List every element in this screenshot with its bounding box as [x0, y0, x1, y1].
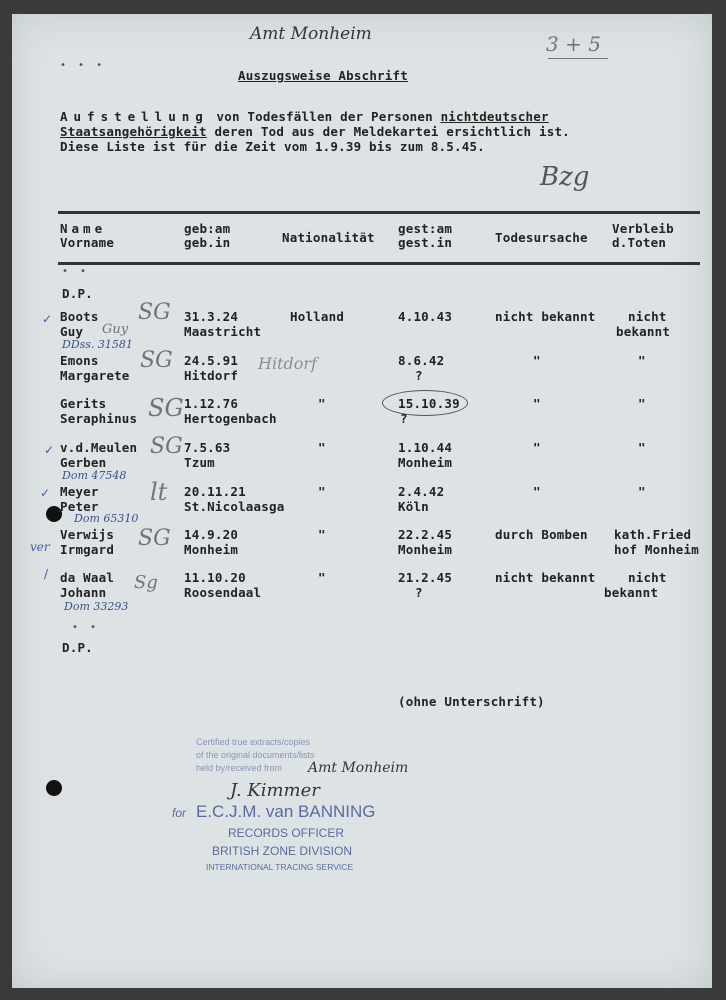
row-sg-mark: lt [150, 478, 168, 506]
row-cause: durch Bomben [495, 527, 588, 542]
col-remains-header-2: d.Toten [612, 235, 667, 250]
document-page [12, 14, 712, 988]
punch-hole [46, 780, 62, 796]
row-hand-note: Guy [102, 322, 129, 337]
checkmark-icon: ✓ [44, 443, 55, 457]
row-death-date: 21.2.45 [398, 570, 453, 585]
row-surname: Emons [60, 353, 99, 368]
row-birth-place: Monheim [184, 542, 239, 557]
row-dots: • • [72, 622, 100, 633]
col-name-header: Name [60, 221, 107, 236]
row-firstname: Seraphinus [60, 411, 138, 426]
no-signature-note: (ohne Unterschrift) [398, 694, 545, 709]
row-birth-date: 24.5.91 [184, 353, 239, 368]
row-death-date: 4.10.43 [398, 309, 453, 324]
row-firstname: Margarete [60, 368, 130, 383]
row-firstname: Irmgard [60, 542, 115, 557]
row-cause: " [533, 396, 541, 411]
row-cause: " [533, 484, 541, 499]
intro-underlined-1: nichtdeutscher [440, 109, 549, 124]
row-cause: " [533, 353, 541, 368]
intro-underlined-2: Staatsangehörigkeit [60, 124, 207, 139]
dp-label-top: D.P. [62, 286, 93, 301]
row-reference: Dom 65310 [74, 512, 139, 525]
col-firstname-header: Vorname [60, 235, 115, 250]
row-remains-1: nicht [628, 570, 667, 585]
row-cause: " [533, 440, 541, 455]
row-birth-place: Hitdorf [184, 368, 239, 383]
row-cause: nicht bekannt [495, 570, 596, 585]
row-remains-2: bekannt [604, 585, 659, 600]
row-death-place: Köln [398, 499, 429, 514]
col-died-date-header: gest:am [398, 221, 453, 236]
row-nationality: " [318, 484, 326, 499]
row-surname: Gerits [60, 396, 107, 411]
table-header-rule [58, 262, 700, 265]
row-reference: DDss. 31581 [62, 338, 133, 351]
stamp-role: RECORDS OFFICER [228, 826, 345, 840]
page-number-underline [548, 58, 608, 59]
stamp-officer-name: E.C.J.M. van BANNING [196, 802, 376, 821]
row-sg-mark: SG [138, 300, 171, 325]
row-firstname: Johann [60, 585, 107, 600]
row-remains-2: hof Monheim [614, 542, 699, 557]
stamp-from-handwritten: Amt Monheim [308, 760, 409, 776]
row-surname: Verwijs [60, 527, 115, 542]
page-number-pencil: 3 + 5 [546, 32, 601, 56]
row-surname: da Waal [60, 570, 115, 585]
row-nationality: " [318, 440, 326, 455]
row-sg-mark: SG [140, 348, 173, 373]
row-death-place: ? [400, 411, 408, 426]
row-death-date: 22.2.45 [398, 527, 453, 542]
row-reference: Dom 47548 [62, 469, 127, 482]
row-cause: nicht bekannt [495, 309, 596, 324]
row-remains-1: " [638, 396, 646, 411]
intro-line-2 [60, 125, 570, 139]
checkmark-icon: ✓ [42, 312, 53, 326]
document-title: Auszugsweise Abschrift [238, 68, 408, 83]
intro-line-3: Diese Liste ist für die Zeit vom 1.9.39 bis zum 8.5.45. [60, 139, 485, 154]
row-surname: Meyer [60, 484, 99, 499]
row-firstname: Peter [60, 499, 99, 514]
col-born-place-header: geb.in [184, 235, 231, 250]
checkmark-icon: ✓ [40, 486, 51, 500]
row-firstname: Guy [60, 324, 84, 339]
row-death-date: 8.6.42 [398, 353, 445, 368]
row-birth-place: St.Nicolaasga [184, 499, 285, 514]
row-dots: • • [62, 266, 90, 277]
office-handwritten: Amt Monheim [250, 24, 372, 44]
row-surname: Boots [60, 309, 99, 324]
stamp-for: for [172, 806, 187, 820]
stamp-division: BRITISH ZONE DIVISION [212, 844, 353, 858]
checkmark-icon: / [44, 567, 49, 581]
row-margin-mark: ver [30, 540, 50, 554]
row-birth-place: Roosendaal [184, 585, 262, 600]
row-birth-date: 1.12.76 [184, 396, 239, 411]
row-death-place: Monheim [398, 455, 453, 470]
row-remains-1: " [638, 353, 646, 368]
row-birth-date: 31.3.24 [184, 309, 239, 324]
row-remains-1: kath.Fried [614, 527, 692, 542]
row-death-date: 1.10.44 [398, 440, 453, 455]
row-remains-1: " [638, 484, 646, 499]
row-sg-mark: SG [138, 526, 171, 551]
row-nationality: " [318, 396, 326, 411]
col-nationality-header: Nationalität [282, 230, 375, 245]
stamp-line-1: Certified true extracts/copies [196, 737, 311, 747]
row-death-date: 15.10.39 [398, 396, 460, 411]
row-surname: v.d.Meulen [60, 440, 138, 455]
row-birth-date: 20.11.21 [184, 484, 246, 499]
col-born-date-header: geb:am [184, 221, 231, 236]
row-birth-place: Hertogenbach [184, 411, 277, 426]
intro-text-2: deren Tod aus der Meldekartei ersichtlich ist. [206, 124, 570, 139]
row-nationality: Holland [290, 309, 345, 324]
row-remains-2: bekannt [616, 324, 671, 339]
stamp-line-3: held by/received from [196, 763, 283, 773]
row-remains-1: " [638, 440, 646, 455]
row-birth-date: 14.9.20 [184, 527, 239, 542]
row-death-place: ? [415, 585, 423, 600]
row-firstname: Gerben [60, 455, 107, 470]
row-birth-place: Tzum [184, 455, 215, 470]
row-sg-mark: SG [148, 394, 184, 422]
row-nationality: " [318, 570, 326, 585]
row-birth-date: 11.10.20 [184, 570, 246, 585]
row-sg-mark: SG [150, 434, 183, 459]
stamp-signature: J. Kimmer [230, 780, 320, 801]
stamp-line-2: of the original documents/lists [196, 750, 315, 760]
row-birth-date: 7.5.63 [184, 440, 231, 455]
col-died-place-header: gest.in [398, 235, 453, 250]
col-remains-header-1: Verbleib [612, 221, 674, 236]
row-death-place: ? [415, 368, 423, 383]
col-cause-header: Todesursache [495, 230, 588, 245]
intro-text-1: von Todesfällen der Personen [208, 109, 441, 124]
initials-pencil: Bzg [540, 162, 590, 192]
dp-label-bottom: D.P. [62, 640, 93, 655]
table-top-rule [58, 211, 700, 214]
row-hand-note: Hitdorf [258, 354, 317, 373]
row-nationality: " [318, 527, 326, 542]
corner-dots: • • • [60, 60, 106, 71]
row-reference: Dom 33293 [64, 600, 129, 613]
stamp-service: INTERNATIONAL TRACING SERVICE [206, 862, 354, 872]
row-remains-1: nicht [628, 309, 667, 324]
intro-line-1 [60, 110, 549, 124]
row-sg-mark: Sg [134, 572, 158, 593]
intro-spaced-word: Aufstellung [60, 109, 209, 124]
row-death-date: 2.4.42 [398, 484, 445, 499]
row-death-place: Monheim [398, 542, 453, 557]
row-birth-place: Maastricht [184, 324, 262, 339]
